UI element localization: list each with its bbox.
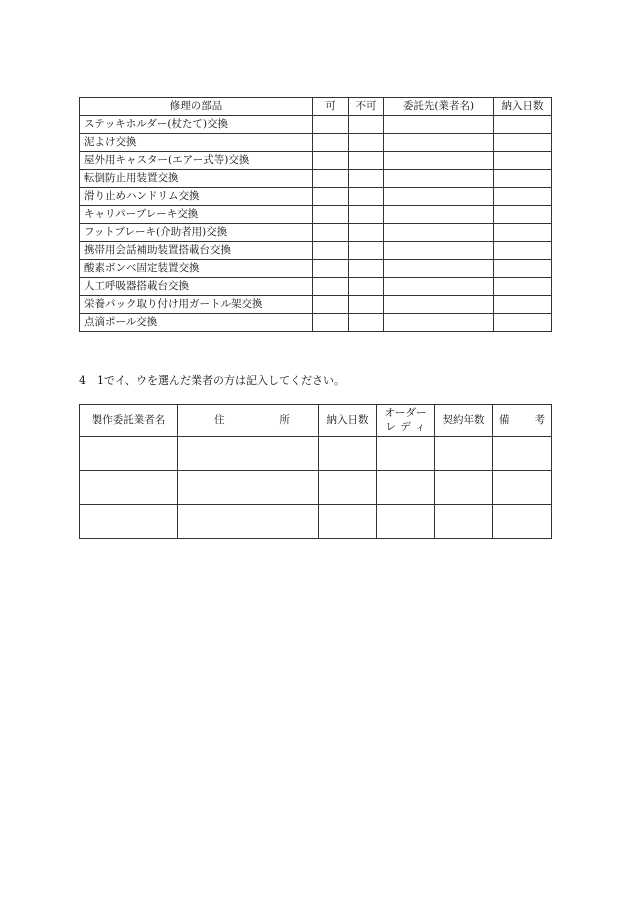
header-part: 修理の部品 xyxy=(80,98,313,116)
repair-row xyxy=(80,278,552,296)
contractor-cell[interactable] xyxy=(384,224,494,242)
maker-cell[interactable] xyxy=(80,471,178,505)
remarks-cell[interactable] xyxy=(493,437,552,471)
header-remarks-part1: 備 xyxy=(499,413,510,426)
repair-parts-table xyxy=(79,97,552,332)
header-address xyxy=(178,405,319,437)
header-order-made: オーダー xyxy=(384,407,427,420)
possible-cell[interactable] xyxy=(313,242,349,260)
not-possible-cell[interactable] xyxy=(349,314,384,332)
contractor-cell[interactable] xyxy=(384,116,494,134)
vendor-row xyxy=(80,437,552,471)
repair-part-label: 屋外用キャスター(エアー式等)交換 xyxy=(80,152,313,170)
section-note: 4 1でイ、ウを選んだ業者の方は記入してください。 xyxy=(79,374,346,387)
not-possible-cell[interactable] xyxy=(349,242,384,260)
header-maker: 製作委託業者名 xyxy=(80,405,178,437)
maker-cell[interactable] xyxy=(80,437,178,471)
repair-row xyxy=(80,224,552,242)
repair-part-label: 酸素ボンベ固定装置交換 xyxy=(80,260,313,278)
contractor-cell[interactable] xyxy=(384,242,494,260)
delivery-days-cell[interactable] xyxy=(494,116,552,134)
delivery-days-cell[interactable] xyxy=(494,170,552,188)
repair-part-label: 携帯用会話補助装置搭載台交換 xyxy=(80,242,313,260)
repair-row xyxy=(80,152,552,170)
delivery-days-cell[interactable] xyxy=(494,278,552,296)
header-order-ready xyxy=(377,405,435,437)
delivery-days-cell[interactable] xyxy=(494,152,552,170)
header-delivery-days: 納入日数 xyxy=(494,98,552,116)
repair-table-body xyxy=(80,116,552,332)
vendor-delivery-days-cell[interactable] xyxy=(319,437,377,471)
remarks-cell[interactable] xyxy=(493,471,552,505)
repair-row xyxy=(80,242,552,260)
vendor-row xyxy=(80,505,552,539)
vendor-delivery-days-cell[interactable] xyxy=(319,505,377,539)
header-vendor-delivery-days: 納入日数 xyxy=(319,405,377,437)
repair-part-label: 栄養パック取り付け用ガートル架交換 xyxy=(80,296,313,314)
order-ready-cell[interactable] xyxy=(377,437,435,471)
contractor-cell[interactable] xyxy=(384,314,494,332)
delivery-days-cell[interactable] xyxy=(494,188,552,206)
not-possible-cell[interactable] xyxy=(349,260,384,278)
possible-cell[interactable] xyxy=(313,170,349,188)
header-ready-char-2: デ xyxy=(400,420,411,433)
vendor-table-body xyxy=(80,437,552,539)
delivery-days-cell[interactable] xyxy=(494,314,552,332)
contract-years-cell[interactable] xyxy=(435,437,493,471)
vendor-table-header-row xyxy=(80,405,552,437)
not-possible-cell[interactable] xyxy=(349,296,384,314)
repair-row xyxy=(80,260,552,278)
repair-row xyxy=(80,170,552,188)
contractor-cell[interactable] xyxy=(384,278,494,296)
contractor-cell[interactable] xyxy=(384,296,494,314)
repair-part-label: 人工呼吸器搭載台交換 xyxy=(80,278,313,296)
vendor-delivery-days-cell[interactable] xyxy=(319,471,377,505)
address-cell[interactable] xyxy=(178,437,319,471)
header-possible: 可 xyxy=(313,98,349,116)
repair-part-label: フットブレーキ(介助者用)交換 xyxy=(80,224,313,242)
delivery-days-cell[interactable] xyxy=(494,260,552,278)
not-possible-cell[interactable] xyxy=(349,152,384,170)
contractor-cell[interactable] xyxy=(384,206,494,224)
repair-row xyxy=(80,206,552,224)
repair-table-header-row xyxy=(80,98,552,116)
header-contractor: 委託先(業者名) xyxy=(384,98,494,116)
repair-part-label: ステッキホルダー(杖たて)交換 xyxy=(80,116,313,134)
contract-years-cell[interactable] xyxy=(435,471,493,505)
possible-cell[interactable] xyxy=(313,116,349,134)
header-ready-char-1: レ xyxy=(385,420,396,433)
vendor-row xyxy=(80,471,552,505)
not-possible-cell[interactable] xyxy=(349,134,384,152)
possible-cell[interactable] xyxy=(313,296,349,314)
repair-row xyxy=(80,116,552,134)
repair-row xyxy=(80,188,552,206)
order-ready-cell[interactable] xyxy=(377,471,435,505)
header-ready-char-3: ィ xyxy=(415,420,426,433)
possible-cell[interactable] xyxy=(313,278,349,296)
possible-cell[interactable] xyxy=(313,260,349,278)
repair-part-label: 転倒防止用装置交換 xyxy=(80,170,313,188)
header-not-possible: 不可 xyxy=(349,98,384,116)
possible-cell[interactable] xyxy=(313,152,349,170)
not-possible-cell[interactable] xyxy=(349,206,384,224)
repair-row xyxy=(80,134,552,152)
not-possible-cell[interactable] xyxy=(349,116,384,134)
possible-cell[interactable] xyxy=(313,134,349,152)
delivery-days-cell[interactable] xyxy=(494,206,552,224)
not-possible-cell[interactable] xyxy=(349,188,384,206)
header-contract-years: 契約年数 xyxy=(435,405,493,437)
repair-part-label: 泥よけ交換 xyxy=(80,134,313,152)
delivery-days-cell[interactable] xyxy=(494,242,552,260)
repair-row xyxy=(80,296,552,314)
address-cell[interactable] xyxy=(178,471,319,505)
repair-part-label: 滑り止めハンドリム交換 xyxy=(80,188,313,206)
repair-part-label: 点滴ポール交換 xyxy=(80,314,313,332)
header-remarks-part2: 考 xyxy=(534,413,545,426)
delivery-days-cell[interactable] xyxy=(494,224,552,242)
header-address-part2: 所 xyxy=(279,413,290,426)
maker-cell[interactable] xyxy=(80,505,178,539)
contractor-cell[interactable] xyxy=(384,170,494,188)
header-remarks xyxy=(493,405,552,437)
contract-years-cell[interactable] xyxy=(435,505,493,539)
not-possible-cell[interactable] xyxy=(349,278,384,296)
possible-cell[interactable] xyxy=(313,314,349,332)
header-address-part1: 住 xyxy=(214,413,225,426)
possible-cell[interactable] xyxy=(313,206,349,224)
not-possible-cell[interactable] xyxy=(349,224,384,242)
contractor-cell[interactable] xyxy=(384,152,494,170)
repair-row xyxy=(80,314,552,332)
contractor-cell[interactable] xyxy=(384,260,494,278)
remarks-cell[interactable] xyxy=(493,505,552,539)
not-possible-cell[interactable] xyxy=(349,170,384,188)
contractor-cell[interactable] xyxy=(384,134,494,152)
possible-cell[interactable] xyxy=(313,188,349,206)
address-cell[interactable] xyxy=(178,505,319,539)
order-ready-cell[interactable] xyxy=(377,505,435,539)
repair-part-label: キャリパーブレーキ交換 xyxy=(80,206,313,224)
vendor-table xyxy=(79,404,552,539)
possible-cell[interactable] xyxy=(313,224,349,242)
delivery-days-cell[interactable] xyxy=(494,134,552,152)
delivery-days-cell[interactable] xyxy=(494,296,552,314)
contractor-cell[interactable] xyxy=(384,188,494,206)
